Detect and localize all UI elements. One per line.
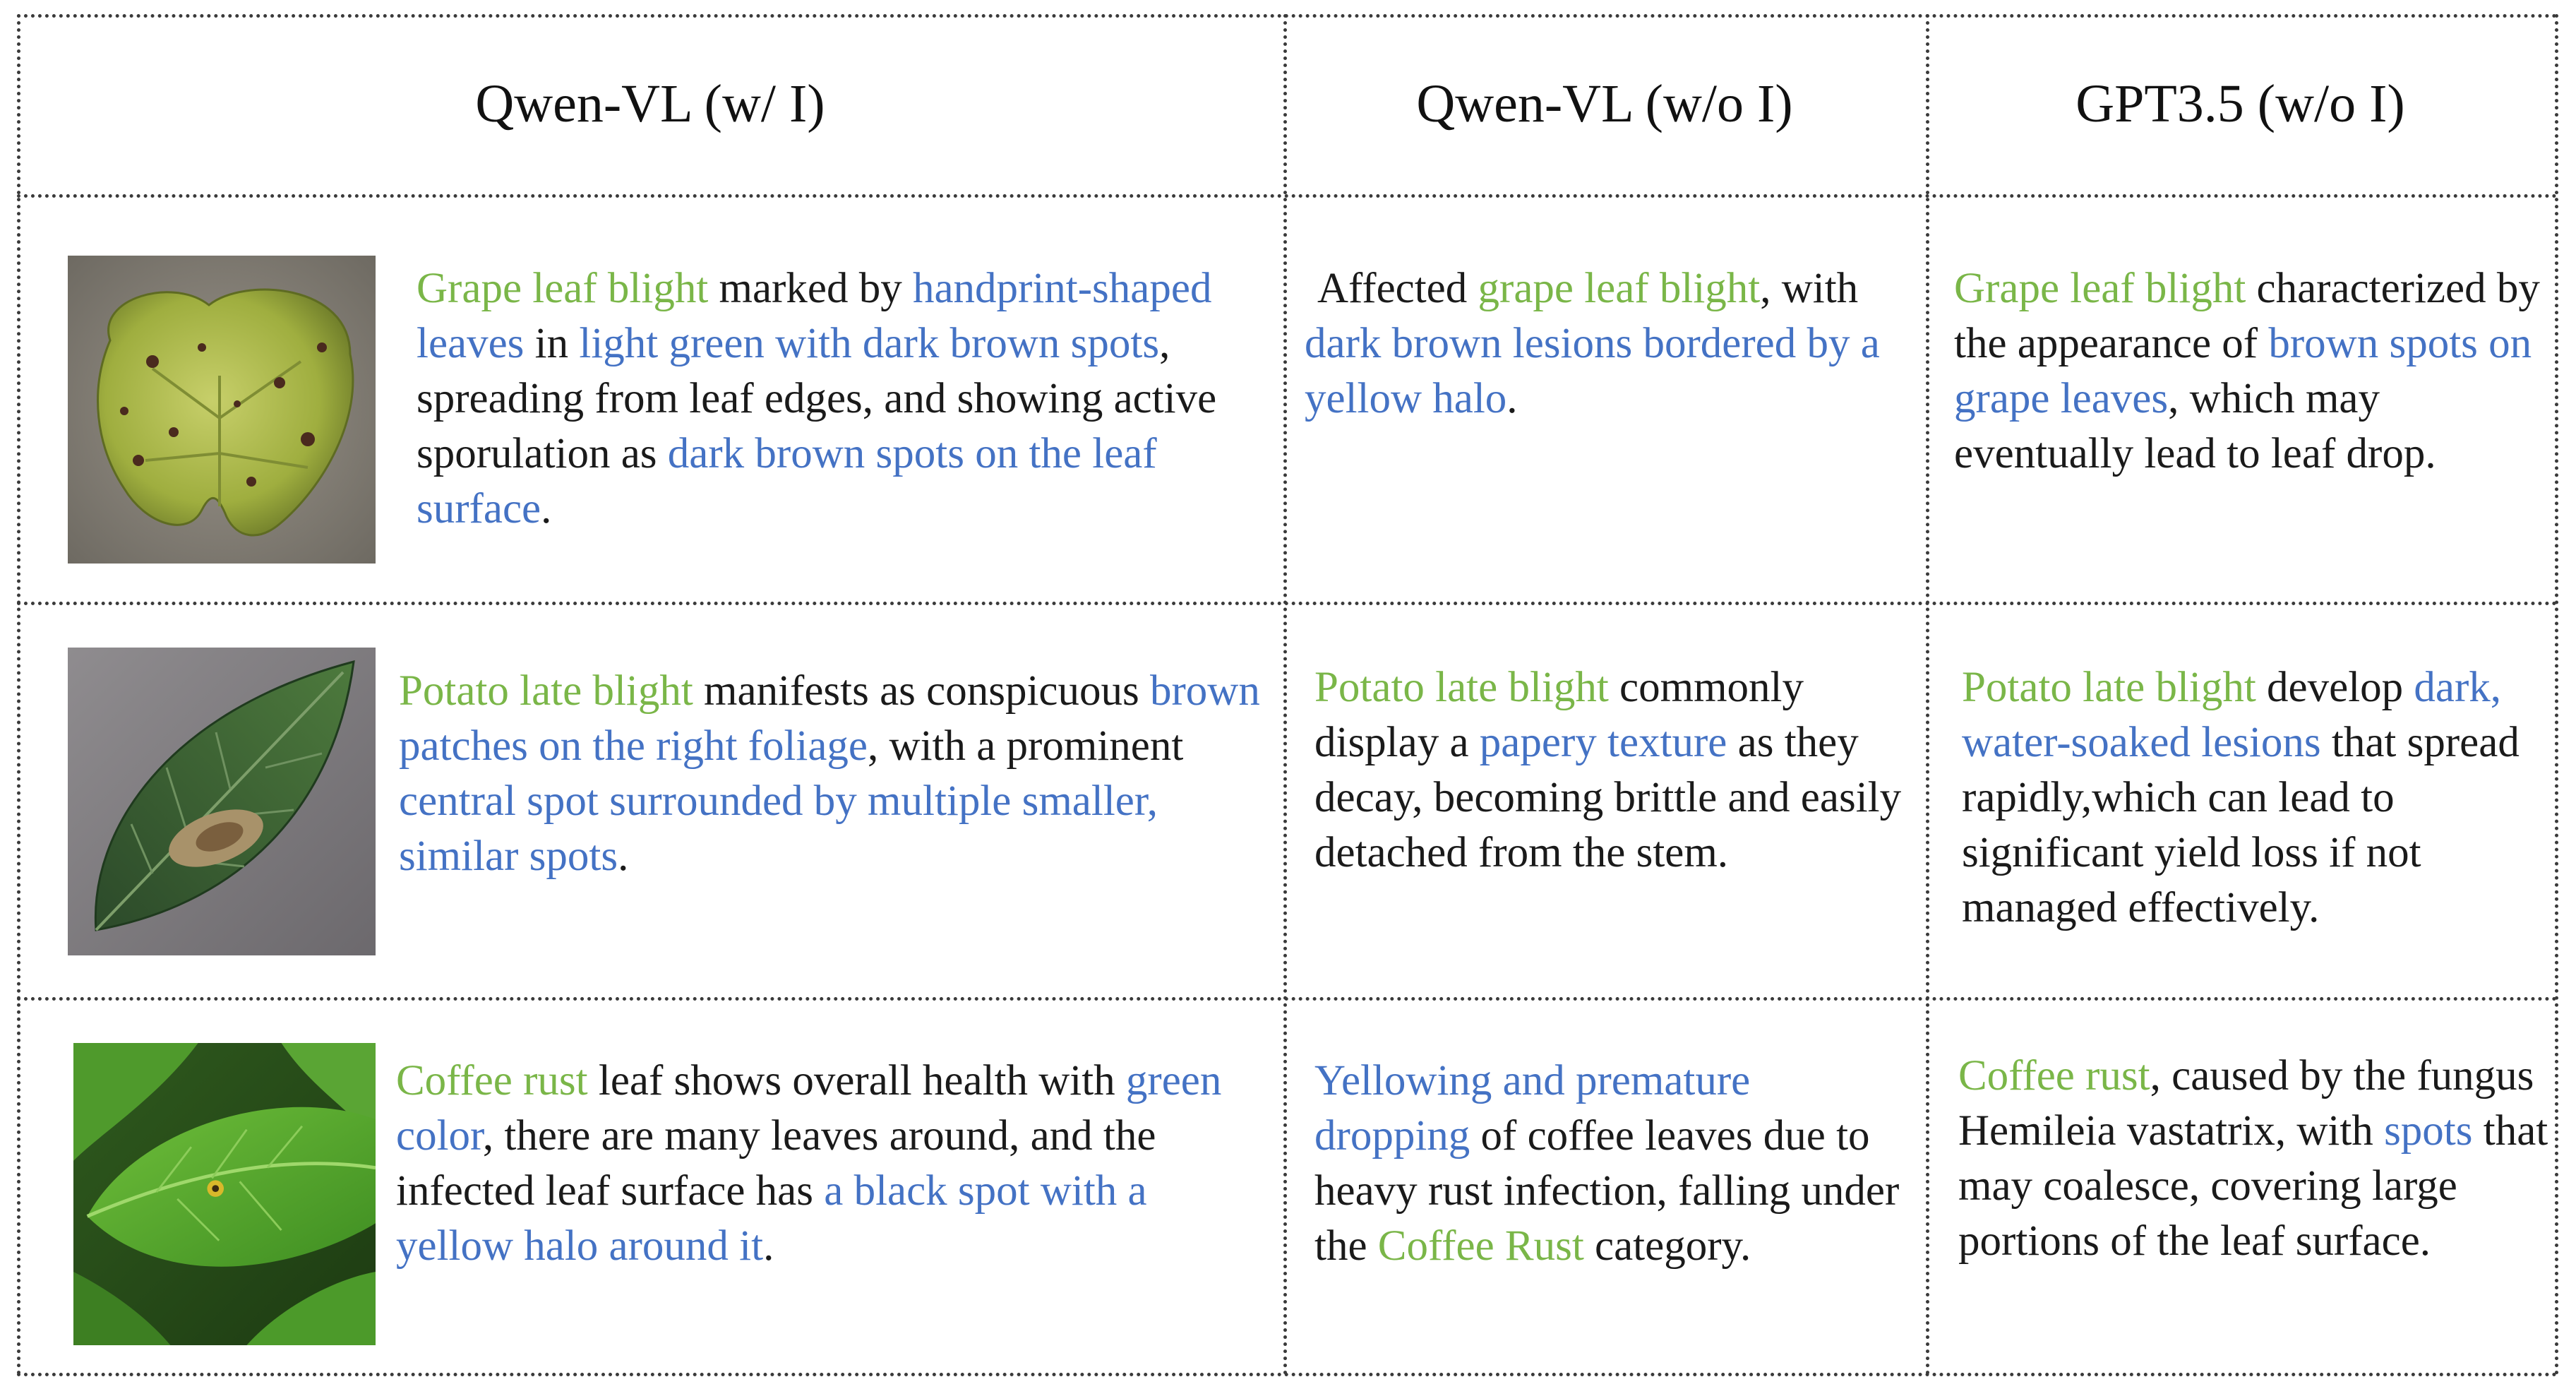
description-term: dark brown spots on the leaf surface: [417, 430, 1157, 532]
body-text: manifests as conspicuous: [693, 667, 1150, 715]
body-text: .: [1506, 375, 1518, 422]
body-text: category.: [1583, 1222, 1751, 1270]
comparison-table: [17, 14, 2558, 1376]
description-term: green color: [396, 1057, 1222, 1160]
description-term: a black spot with a yellow halo around it: [396, 1167, 1147, 1270]
body-text: , there are many leaves around, and the infected leaf surface has: [396, 1112, 1156, 1215]
body-text: , caused by the fungus Hemileia vastatrix, with: [1958, 1052, 2534, 1155]
disease-term: Grape leaf blight: [417, 265, 709, 312]
body-text: commonly display a: [1314, 664, 1804, 766]
body-text: , which may eventually lead to leaf drop.: [1954, 375, 2436, 477]
body-text: leaf shows overall health with: [587, 1057, 1126, 1104]
grid-line-col1: [1283, 14, 1287, 1376]
description-term: dark, water-soaked lesions: [1962, 664, 2502, 766]
description-term: brown spots on grape leaves: [1954, 320, 2532, 422]
body-text: , with: [1760, 265, 1859, 312]
potato-leaf-photo: [68, 648, 376, 955]
body-text: develop: [2256, 664, 2414, 711]
disease-term: Coffee Rust: [1377, 1222, 1584, 1270]
disease-term: Potato late blight: [1314, 664, 1609, 711]
grape-leaf-photo: [68, 256, 376, 564]
body-text: Affected: [1317, 265, 1478, 312]
description-term: Yellowing and premature dropping: [1314, 1057, 1751, 1160]
disease-term: Potato late blight: [399, 667, 693, 715]
description-term: handprint-shaped leaves: [417, 265, 1212, 367]
description-term: central spot surrounded by multiple smaller, similar spots: [399, 777, 1158, 880]
row2-qwen-vl-with-image-text: [399, 664, 1264, 884]
header-qwen-vl-with-image: Qwen-VL (w/ I): [475, 74, 825, 133]
description-term: spots: [2384, 1107, 2473, 1155]
header-gpt35-without-image: GPT3.5 (w/o I): [2075, 74, 2405, 133]
description-term: light green with dark brown spots: [579, 320, 1160, 367]
description-term: dark brown lesions bordered by a yellow halo: [1305, 320, 1880, 422]
body-text: .: [763, 1222, 774, 1270]
description-term: papery texture: [1479, 719, 1727, 766]
disease-term: Coffee rust: [396, 1057, 588, 1104]
body-text: that may coalesce, covering large portions of the leaf surface.: [1958, 1107, 2548, 1265]
row2-qwen-vl-without-image-text: [1314, 660, 1912, 881]
grid-line-header: [17, 194, 2558, 198]
grid-line-bottom: [17, 1373, 2558, 1376]
disease-term: Potato late blight: [1962, 664, 2256, 711]
body-text: that spread rapidly,which can lead to significant yield loss if not managed effectively.: [1962, 719, 2520, 931]
row1-qwen-vl-with-image-text: [417, 261, 1264, 537]
body-text: , with a prominent: [868, 722, 1184, 770]
grid-line-row2: [17, 997, 2558, 1001]
body-text: of coffee leaves due to heavy rust infection, falling under the: [1314, 1112, 1900, 1270]
grid-line-left: [17, 14, 20, 1376]
description-term: brown patches on the right foliage: [399, 667, 1260, 770]
disease-term: Grape leaf blight: [1954, 265, 2246, 312]
disease-term: grape leaf blight: [1478, 265, 1761, 312]
row3-gpt35-without-image-text: [1958, 1049, 2551, 1269]
grid-line-row1: [17, 602, 2558, 605]
row1-qwen-vl-without-image-text: [1305, 261, 1912, 427]
row3-qwen-vl-with-image-text: [396, 1054, 1273, 1274]
header-qwen-vl-without-image: Qwen-VL (w/o I): [1416, 74, 1793, 133]
coffee-leaf-photo: [73, 1043, 376, 1345]
row3-qwen-vl-without-image-text: [1314, 1054, 1912, 1274]
body-text: .: [618, 833, 629, 880]
body-text: characterized by the appearance of: [1954, 265, 2540, 367]
row1-gpt35-without-image-text: [1954, 261, 2551, 482]
disease-term: Coffee rust: [1958, 1052, 2150, 1099]
row2-gpt35-without-image-text: [1962, 660, 2551, 936]
grid-line-right: [2555, 14, 2558, 1376]
body-text: .: [541, 485, 552, 532]
body-text: marked by: [708, 265, 913, 312]
body-text: , spreading from leaf edges, and showing active sporulation as: [417, 320, 1217, 477]
body-text: as they decay, becoming brittle and easily detached from the stem.: [1314, 719, 1902, 876]
body-text: in: [524, 320, 580, 367]
grid-line-col2: [1926, 14, 1929, 1376]
